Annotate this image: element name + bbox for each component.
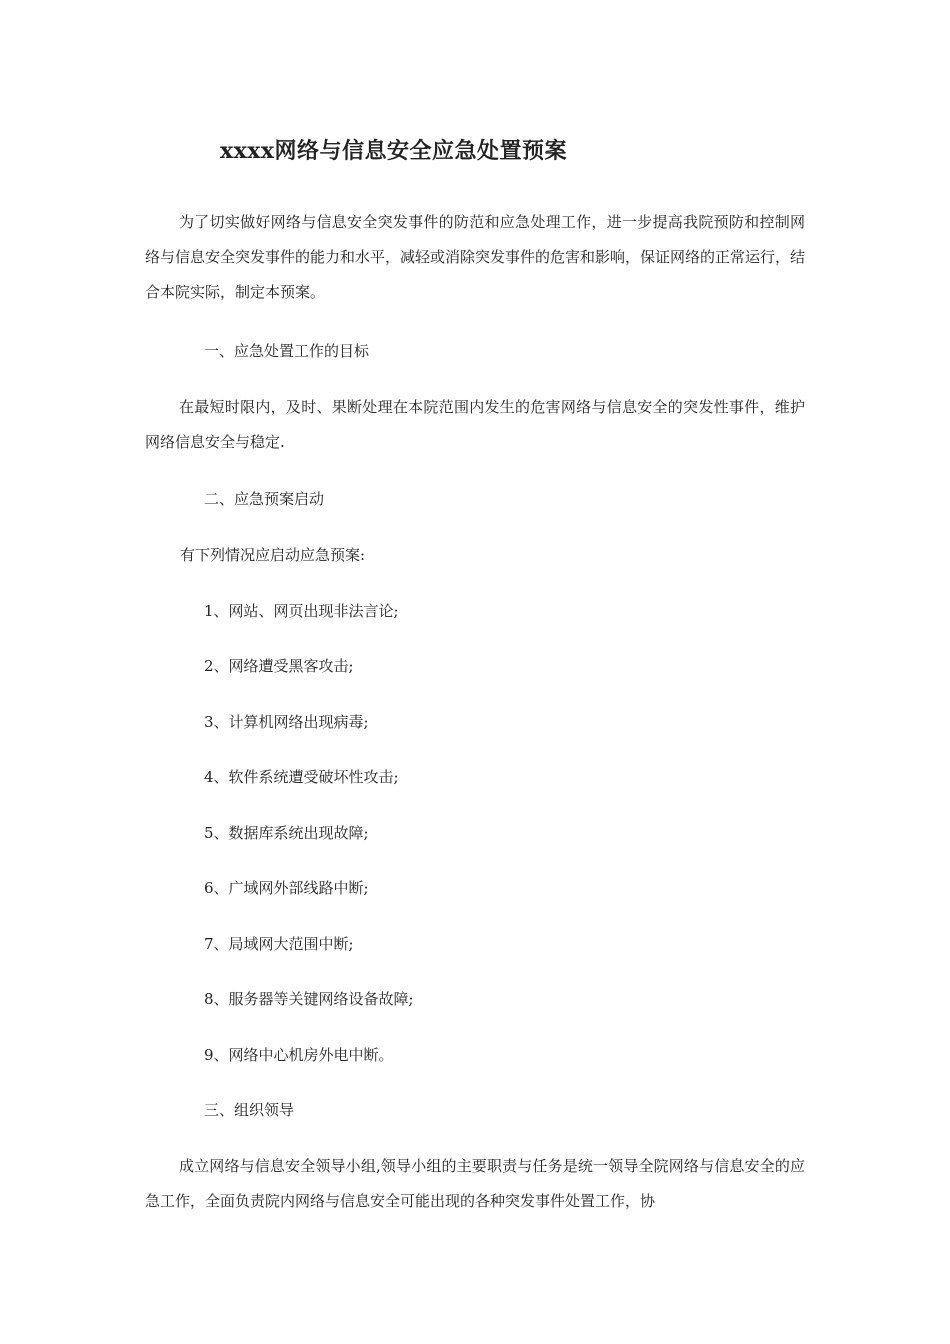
organization-paragraph: 成立网络与信息安全领导小组,领导小组的主要职责与任务是统一领导全院网络与信息安全的应急工作，全面负责院内网络与信息安全可能出现的各种突发事件处置工作，协 xyxy=(145,1157,805,1210)
document-title: xxxx网络与信息安全应急处置预案 xyxy=(220,138,567,164)
list-item: 9、网络中心机房外电中断。 xyxy=(204,1046,394,1064)
goal-paragraph: 在最短时限内，及时、果断处理在本院范围内发生的危害网络与信息安全的突发性事件，维护网络信息安全与稳定. xyxy=(145,398,805,451)
list-item: 1、网站、网页出现非法言论; xyxy=(204,602,399,620)
list-item: 4、软件系统遭受破坏性攻击; xyxy=(204,768,399,786)
intro-paragraph: 为了切实做好网络与信息安全突发事件的防范和应急处理工作，进一步提高我院预防和控制网络与信息安全突发事件的能力和水平，减轻或消除突发事件的危害和影响，保证网络的正常运行，结合本院实际，制定本预案。 xyxy=(145,213,806,301)
list-item: 7、局域网大范围中断; xyxy=(204,935,354,953)
list-item: 5、数据库系统出现故障; xyxy=(204,824,369,842)
list-item: 8、服务器等关键网络设备故障; xyxy=(204,990,414,1008)
section-heading-activation: 二、应急预案启动 xyxy=(204,490,325,508)
section-heading-goal: 一、应急处置工作的目标 xyxy=(204,342,370,360)
activation-lead: 有下列情况应启动应急预案: xyxy=(180,546,366,564)
list-item: 2、网络遭受黑客攻击; xyxy=(204,657,354,675)
list-item: 3、计算机网络出现病毒; xyxy=(204,713,369,731)
list-item: 6、广域网外部线路中断; xyxy=(204,879,369,897)
section-heading-organization: 三、组织领导 xyxy=(204,1101,295,1119)
